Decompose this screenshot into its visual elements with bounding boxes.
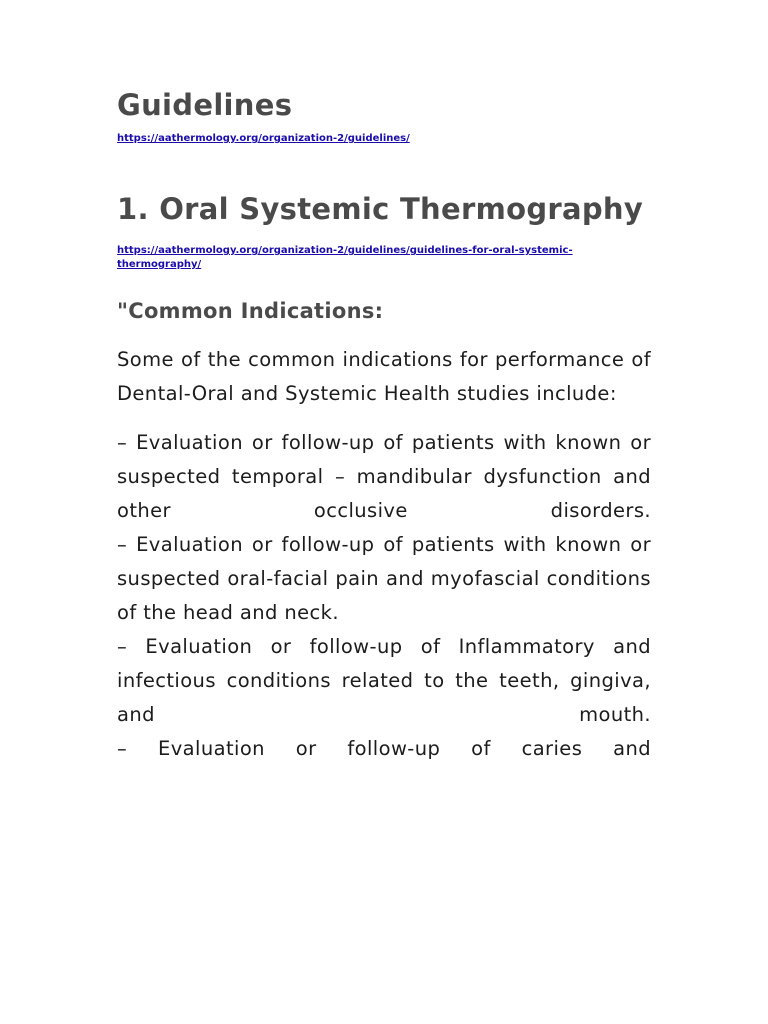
subheading: "Common Indications: bbox=[117, 299, 384, 323]
document-page bbox=[117, 84, 651, 766]
indication-item: – Evaluation or follow-up of patients with known or suspected temporal – mandibular dysfunction and other occlusive disorders. bbox=[117, 431, 651, 522]
indication-item: – Evaluation or follow-up of patients with known or suspected oral-facial pain and myofascial conditions of the head and neck. bbox=[117, 533, 651, 624]
oral-systemic-link[interactable]: https://aathermology.org/organization-2/guidelines/guidelines-for-oral-systemic-thermography/ bbox=[117, 245, 573, 270]
guidelines-link[interactable]: https://aathermology.org/organization-2/guidelines/ bbox=[117, 133, 410, 144]
indication-item: – Evaluation or follow-up of Inflammatory and infectious conditions related to the teeth, gingiva, and mouth. bbox=[117, 635, 651, 726]
indications-list bbox=[117, 426, 651, 766]
indication-item: – Evaluation or follow-up of caries and bbox=[117, 737, 651, 760]
section-heading: 1. Oral Systemic Thermography bbox=[117, 192, 644, 226]
page-title: Guidelines bbox=[117, 88, 293, 122]
intro-paragraph: Some of the common indications for performance of Dental-Oral and Systemic Health studies include: bbox=[117, 348, 651, 405]
